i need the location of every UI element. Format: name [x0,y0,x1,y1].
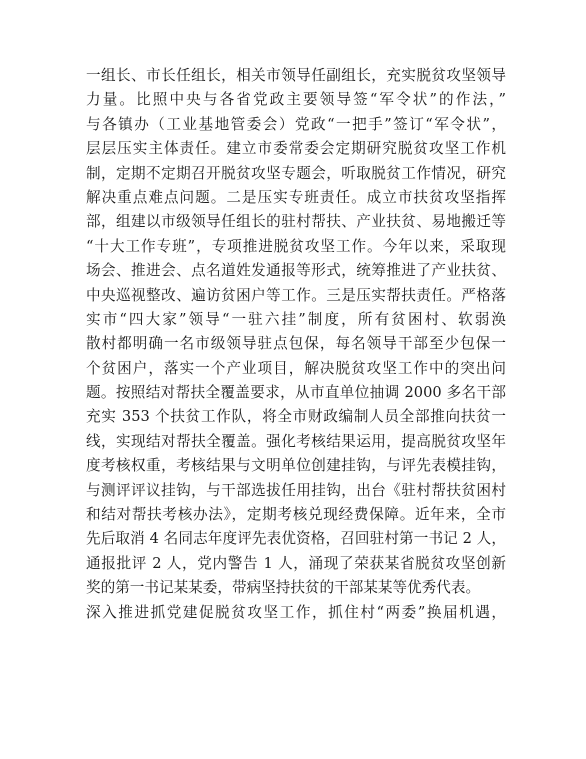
text-line: 层层压实主体责任。建立市委常委会定期研究脱贫攻坚工作机 [86,140,506,158]
text-line: 充实 353 个扶贫工作队，将全市财政编制人员全部推向扶贫一 [86,408,506,426]
text-line: 制，定期不定期召开脱贫攻坚专题会，听取脱贫工作情况，研究 [86,164,506,182]
text-line: 深入推进抓党建促脱贫攻坚工作，抓住村“两委”换届机遇， [86,603,506,621]
text-line: 通报批评 2 人，党内警告 1 人，涌现了荣获某省脱贫攻坚创新 [86,554,506,572]
text-line: “十大工作专班”，专项推进脱贫攻坚工作。今年以来，采取现 [86,237,506,255]
text-line: 奖的第一书记某某委，带病坚持扶贫的干部某某等优秀代表。 [86,579,481,597]
text-line: 散村都明确一名市级领导驻点包保，每名领导干部至少包保一 [86,335,506,353]
text-line: 与各镇办（工业基地管委会）党政“一把手”签订“军令状”， [86,115,506,133]
text-line: 度考核权重，考核结果与文明单位创建挂钩，与评先表模挂钩， [86,457,506,475]
text-line: 先后取消 4 名同志年度评先表优资格，召回驻村第一书记 2 人， [86,530,506,548]
text-line: 线，实现结对帮扶全覆盖。强化考核结果运用，提高脱贫攻坚年 [86,432,506,450]
text-line: 与测评评议挂钩，与干部选拔任用挂钩，出台《驻村帮扶贫困村 [86,481,506,499]
text-line: 题。按照结对帮扶全覆盖要求，从市直单位抽调 2000 多名干部 [86,384,506,402]
text-line: 个贫困户，落实一个产业项目，解决脱贫攻坚工作中的突出问 [86,359,506,377]
text-line: 实市“四大家”领导“一驻六挂”制度，所有贫困村、软弱涣 [86,310,506,328]
text-line: 解决重点难点问题。二是压实专班责任。成立市扶贫攻坚指挥 [86,188,506,206]
text-line: 部，组建以市级领导任组长的驻村帮扶、产业扶贫、易地搬迁等 [86,213,506,231]
text-line: 一组长、市长任组长，相关市领导任副组长，充实脱贫攻坚领导 [86,67,506,84]
text-line: 力量。比照中央与各省党政主要领导签“军令状”的作法，” [86,91,506,109]
text-line: 场会、推进会、点名道姓发通报等形式，统筹推进了产业扶贫、 [86,262,506,280]
text-line: 中央巡视整改、遍访贫困户等工作。三是压实帮扶责任。严格落 [86,286,506,304]
text-line: 和结对帮扶考核办法》，定期考核兑现经费保障。近年来，全市 [86,506,506,524]
body-paragraph [86,64,506,625]
